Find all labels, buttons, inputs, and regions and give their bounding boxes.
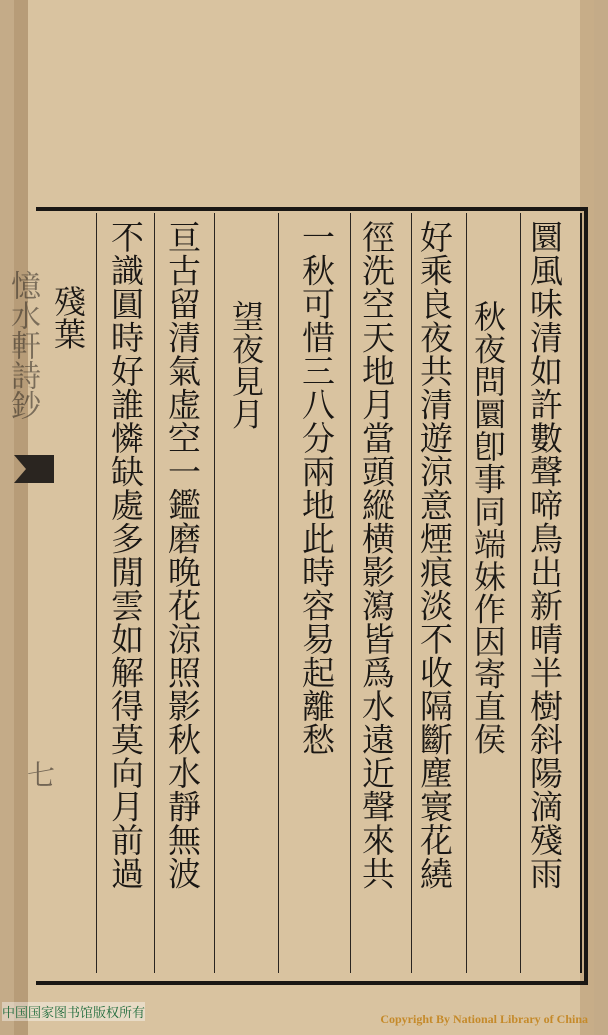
poem-title-full-moon: 望夜見月 [227, 300, 265, 430]
copyright-text: Copyright By National Library of China [380, 1012, 588, 1026]
column-rule [278, 213, 279, 973]
text-column-5: 一秋可惜三八分兩地此時容易起離愁 [297, 220, 336, 756]
column-rule [411, 213, 412, 973]
page-number: 七 [23, 760, 56, 788]
watermark-text: 中国国家图书馆版权所有 [2, 1002, 145, 1021]
page-fold-left [14, 0, 28, 1035]
book-page [5, 0, 594, 1035]
column-rule [96, 213, 97, 973]
column-rule [154, 213, 155, 973]
text-column-1: 圜風味清如許數聲啼鳥出新晴半樹斜陽滴殘雨 [525, 220, 564, 890]
poem-title-autumn-night: 秋夜問圜卽事同端妹作因寄直侯 [469, 300, 507, 755]
text-column-4: 徑洗空天地月當頭縱横影瀉皆爲水遠近聲來共 [357, 220, 396, 890]
margin-book-title: 憶水軒詩鈔 [5, 270, 40, 420]
text-column-7: 亘古留清氣虚空一鑑磨晚花涼照影秋水靜無波 [163, 220, 202, 890]
poem-title-fallen-leaves: 殘葉 [49, 285, 87, 350]
text-column-8: 不識圓時好誰憐缺處多閒雲如解得莫向月前過 [106, 220, 145, 890]
column-rule [214, 213, 215, 973]
column-rule [520, 213, 521, 973]
column-rule [466, 213, 467, 973]
column-rule [350, 213, 351, 973]
text-column-3: 好乘良夜共清遊涼意煙痕淡不收隔斷塵寰花繞 [415, 220, 454, 890]
